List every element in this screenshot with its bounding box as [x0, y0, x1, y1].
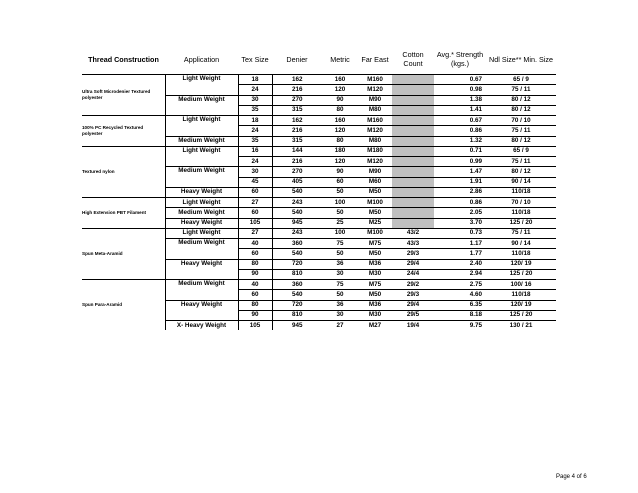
avg-strength-cell: 2.05	[434, 208, 486, 218]
denier-cell: 315	[272, 105, 322, 115]
metric-cell: 50	[322, 249, 358, 259]
application-cell: Medium Weight	[165, 280, 238, 301]
tex-size-cell: 80	[238, 300, 272, 310]
ndl-size-cell: 110/18	[486, 187, 556, 197]
table-row	[82, 75, 556, 85]
denier-cell: 162	[272, 116, 322, 126]
far-east-cell: M36	[358, 259, 392, 269]
metric-cell: 50	[322, 187, 358, 197]
metric-cell: 75	[322, 280, 358, 290]
ndl-size-cell: 130 / 21	[509, 321, 533, 329]
tex-size-cell: 35	[238, 105, 272, 115]
cotton-count-cell	[392, 105, 434, 115]
application-cell: Heavy Weight	[165, 300, 238, 321]
ndl-size-cell: 75 / 11	[486, 228, 556, 238]
metric-cell: 120	[322, 157, 358, 167]
tex-size-cell: 40	[238, 239, 272, 249]
metric-cell: 36	[322, 259, 358, 269]
tex-size-cell: 60	[238, 208, 272, 218]
tex-size-cell: 35	[238, 136, 272, 146]
denier-cell: 216	[272, 85, 322, 95]
table-body	[82, 75, 556, 331]
tex-size-cell: 105	[238, 218, 272, 228]
ndl-size-cell: 70 / 10	[486, 198, 556, 208]
cotton-count-cell	[392, 126, 434, 136]
ndl-size-cell: 65 / 9	[486, 75, 556, 85]
header-thread-construction: Thread Construction	[82, 44, 165, 75]
far-east-cell: M50	[358, 290, 392, 300]
avg-strength-cell: 0.99	[434, 157, 486, 167]
tex-size-cell: 60	[238, 290, 272, 300]
denier-cell: 270	[272, 167, 322, 177]
tex-size-cell: 90	[238, 310, 272, 320]
denier-cell: 162	[272, 75, 322, 85]
cotton-count-cell	[392, 218, 434, 228]
metric-cell: 50	[322, 290, 358, 300]
application-cell: Light Weight	[165, 228, 238, 238]
header-cotton-count: Cotton Count	[392, 44, 434, 75]
cotton-count-cell	[392, 116, 434, 126]
far-east-cell: M25	[358, 218, 392, 228]
tex-size-cell: 90	[238, 269, 272, 279]
metric-cell: 25	[322, 218, 358, 228]
avg-strength-cell: 0.86	[434, 126, 486, 136]
cotton-count-cell: 24/4	[392, 269, 434, 279]
ndl-size-cell: 125 / 20	[486, 218, 556, 228]
tex-size-cell: 24	[238, 126, 272, 136]
cotton-count-cell: 29/4	[392, 300, 434, 310]
application-cell: X- Heavy Weight	[165, 321, 238, 331]
cotton-count-cell: 29/3	[392, 290, 434, 300]
far-east-cell: M120	[358, 157, 392, 167]
denier-cell: 945	[272, 218, 322, 228]
avg-strength-cell: 2.94	[434, 269, 486, 279]
metric-cell: 30	[322, 310, 358, 320]
far-east-cell: M36	[358, 300, 392, 310]
application-cell: Light Weight	[165, 75, 238, 96]
header-metric: Metric	[322, 44, 358, 75]
denier-cell: 540	[272, 290, 322, 300]
header-far-east: Far East	[358, 44, 392, 75]
thread-construction-cell: Spun Meta-Aramid	[82, 228, 165, 279]
tex-size-cell: 60	[238, 249, 272, 259]
far-east-cell: M90	[358, 95, 392, 105]
cotton-count-cell: 29/2	[392, 280, 434, 290]
ndl-size-cell: 80 / 12	[486, 95, 556, 105]
tex-size-cell: 30	[238, 167, 272, 177]
avg-strength-cell: 2.86	[434, 187, 486, 197]
thread-construction-cell: High Extension PBT Filament	[82, 198, 165, 229]
header-ndl-size: Ndl Size** Min. Size	[486, 44, 556, 75]
tex-size-cell: 24	[238, 85, 272, 95]
application-cell: Medium Weight	[165, 95, 238, 116]
tex-size-cell: 18	[238, 75, 272, 85]
ndl-size-cell: 100/ 16	[486, 280, 556, 290]
denier-cell: 810	[272, 310, 322, 320]
metric-cell: 75	[322, 239, 358, 249]
cotton-count-cell	[392, 136, 434, 146]
thread-construction-cell: Ultra Soft Microdenier Textured polyester	[82, 75, 165, 116]
far-east-cell: M75	[358, 280, 392, 290]
table-row	[82, 280, 556, 290]
avg-strength-cell: 1.32	[434, 136, 486, 146]
avg-strength-cell: 1.91	[434, 177, 486, 187]
header-tex-size: Tex Size	[238, 44, 272, 75]
tex-size-cell: 105	[238, 321, 272, 331]
application-cell: Light Weight	[165, 116, 238, 137]
cotton-count-cell	[392, 157, 434, 167]
ndl-size-cell: 90 / 14	[486, 177, 556, 187]
avg-strength-cell: 2.40	[434, 259, 486, 269]
metric-cell: 90	[322, 167, 358, 177]
denier-cell: 405	[272, 177, 322, 187]
application-cell: Medium Weight	[165, 239, 238, 260]
far-east-cell: M80	[358, 105, 392, 115]
table-row	[82, 116, 556, 126]
far-east-cell: M30	[358, 310, 392, 320]
avg-strength-cell: 1.41	[434, 105, 486, 115]
denier-cell: 360	[272, 239, 322, 249]
avg-strength-cell: 2.75	[434, 280, 486, 290]
metric-cell: 30	[322, 269, 358, 279]
ndl-size-cell: 70 / 10	[486, 116, 556, 126]
ndl-size-cell: 120/ 19	[486, 300, 556, 310]
tex-size-cell: 45	[238, 177, 272, 187]
denier-cell: 243	[272, 228, 322, 238]
header-application: Application	[165, 44, 238, 75]
metric-cell: 160	[322, 75, 358, 85]
cotton-count-cell	[392, 187, 434, 197]
tex-size-cell: 40	[238, 280, 272, 290]
metric-cell: 60	[322, 177, 358, 187]
thread-spec-table	[82, 44, 556, 330]
metric-cell: 36	[322, 300, 358, 310]
denier-cell: 540	[272, 187, 322, 197]
cotton-count-cell	[392, 198, 434, 208]
far-east-cell: M180	[358, 146, 392, 156]
avg-strength-cell: 0.73	[434, 228, 486, 238]
tex-size-cell: 18	[238, 116, 272, 126]
denier-cell: 270	[272, 95, 322, 105]
avg-strength-cell: 1.77	[434, 249, 486, 259]
header-row	[82, 44, 556, 75]
far-east-cell: M30	[358, 269, 392, 279]
cotton-count-cell: 29/3	[392, 249, 434, 259]
far-east-cell: M90	[358, 167, 392, 177]
far-east-cell: M75	[358, 239, 392, 249]
cotton-count-cell	[392, 85, 434, 95]
ndl-size-cell: 110/18	[486, 208, 556, 218]
thread-construction-cell: Spun Para-Aramid	[82, 280, 165, 331]
metric-cell: 120	[322, 126, 358, 136]
metric-cell: 50	[322, 208, 358, 218]
header-avg-strength: Avg.* Strength (kgs.)	[434, 44, 486, 75]
avg-strength-cell: 0.98	[434, 85, 486, 95]
metric-cell: 80	[322, 136, 358, 146]
ndl-size-cell: 80 / 12	[486, 136, 556, 146]
avg-strength-cell: 1.17	[434, 239, 486, 249]
denier-cell: 720	[272, 259, 322, 269]
thread-construction-cell: Textured nylon	[82, 146, 165, 197]
metric-cell: 160	[322, 116, 358, 126]
avg-strength-cell: 1.38	[434, 95, 486, 105]
far-east-cell: M120	[358, 126, 392, 136]
application-cell: Light Weight	[165, 146, 238, 167]
ndl-size-cell: 75 / 11	[486, 85, 556, 95]
avg-strength-cell: 8.18	[434, 310, 486, 320]
metric-cell: 27	[336, 321, 344, 329]
far-east-cell: M120	[358, 85, 392, 95]
cotton-count-cell	[392, 146, 434, 156]
cotton-count-cell	[392, 208, 434, 218]
tex-size-cell: 27	[238, 228, 272, 238]
ndl-size-cell: 110/18	[486, 249, 556, 259]
cotton-count-cell: 19/4	[406, 321, 420, 329]
avg-strength-cell: 3.70	[434, 218, 486, 228]
application-cell: Medium Weight	[165, 167, 238, 188]
far-east-cell: M160	[358, 116, 392, 126]
ndl-size-cell: 80 / 12	[486, 105, 556, 115]
application-cell: Heavy Weight	[165, 187, 238, 197]
cotton-count-cell	[392, 95, 434, 105]
ndl-size-cell: 75 / 11	[486, 126, 556, 136]
tex-size-cell: 27	[238, 198, 272, 208]
ndl-size-cell: 90 / 14	[486, 239, 556, 249]
application-cell: Medium Weight	[165, 208, 238, 218]
cotton-count-cell: 43/3	[392, 239, 434, 249]
far-east-cell: M160	[358, 75, 392, 85]
far-east-cell: M27	[368, 321, 382, 329]
page-number: Page 4 of 6	[556, 474, 587, 480]
avg-strength-cell: 0.71	[434, 146, 486, 156]
tex-size-cell: 16	[238, 146, 272, 156]
header-denier: Denier	[272, 44, 322, 75]
application-cell: Heavy Weight	[165, 218, 238, 228]
metric-cell: 100	[322, 228, 358, 238]
ndl-size-cell: 110/18	[486, 290, 556, 300]
avg-strength-cell: 0.86	[434, 198, 486, 208]
denier-cell: 243	[272, 198, 322, 208]
denier-cell: 216	[272, 126, 322, 136]
thread-construction-cell: 100% PC Recycled Textured polyester	[82, 116, 165, 147]
cotton-count-cell: 29/4	[392, 259, 434, 269]
far-east-cell: M80	[358, 136, 392, 146]
far-east-cell: M100	[358, 198, 392, 208]
tex-size-cell: 60	[238, 187, 272, 197]
metric-cell: 90	[322, 95, 358, 105]
application-cell: Heavy Weight	[165, 259, 238, 280]
avg-strength-cell: 0.67	[434, 75, 486, 85]
ndl-size-cell: 65 / 9	[486, 146, 556, 156]
cotton-count-cell: 43/2	[392, 228, 434, 238]
far-east-cell: M100	[358, 228, 392, 238]
denier-cell: 144	[272, 146, 322, 156]
table-row	[82, 146, 556, 156]
table-row	[82, 228, 556, 238]
avg-strength-cell: 0.67	[434, 116, 486, 126]
tex-size-cell: 30	[238, 95, 272, 105]
ndl-size-cell: 125 / 20	[486, 269, 556, 279]
denier-cell: 810	[272, 269, 322, 279]
table-row	[82, 198, 556, 208]
cotton-count-cell	[392, 75, 434, 85]
avg-strength-cell: 6.35	[434, 300, 486, 310]
far-east-cell: M50	[358, 249, 392, 259]
denier-cell: 720	[272, 300, 322, 310]
denier-cell: 540	[272, 208, 322, 218]
metric-cell: 120	[322, 85, 358, 95]
ndl-size-cell: 75 / 11	[486, 157, 556, 167]
cotton-count-cell: 29/5	[392, 310, 434, 320]
cotton-count-cell	[392, 167, 434, 177]
denier-cell: 315	[272, 136, 322, 146]
denier-cell: 945	[291, 321, 303, 329]
denier-cell: 216	[272, 157, 322, 167]
avg-strength-cell: 4.60	[434, 290, 486, 300]
tex-size-cell: 24	[238, 157, 272, 167]
application-cell: Medium Weight	[165, 136, 238, 146]
avg-strength-cell: 9.75	[469, 321, 482, 329]
far-east-cell: M50	[358, 187, 392, 197]
application-cell: Light Weight	[165, 198, 238, 208]
denier-cell: 540	[272, 249, 322, 259]
avg-strength-cell: 1.47	[434, 167, 486, 177]
far-east-cell: M50	[358, 208, 392, 218]
ndl-size-cell: 120/ 19	[486, 259, 556, 269]
metric-cell: 80	[322, 105, 358, 115]
ndl-size-cell: 125 / 20	[486, 310, 556, 320]
cotton-count-cell	[392, 177, 434, 187]
denier-cell: 360	[272, 280, 322, 290]
far-east-cell: M60	[358, 177, 392, 187]
metric-cell: 180	[322, 146, 358, 156]
ndl-size-cell: 80 / 12	[486, 167, 556, 177]
tex-size-cell: 80	[238, 259, 272, 269]
metric-cell: 100	[322, 198, 358, 208]
